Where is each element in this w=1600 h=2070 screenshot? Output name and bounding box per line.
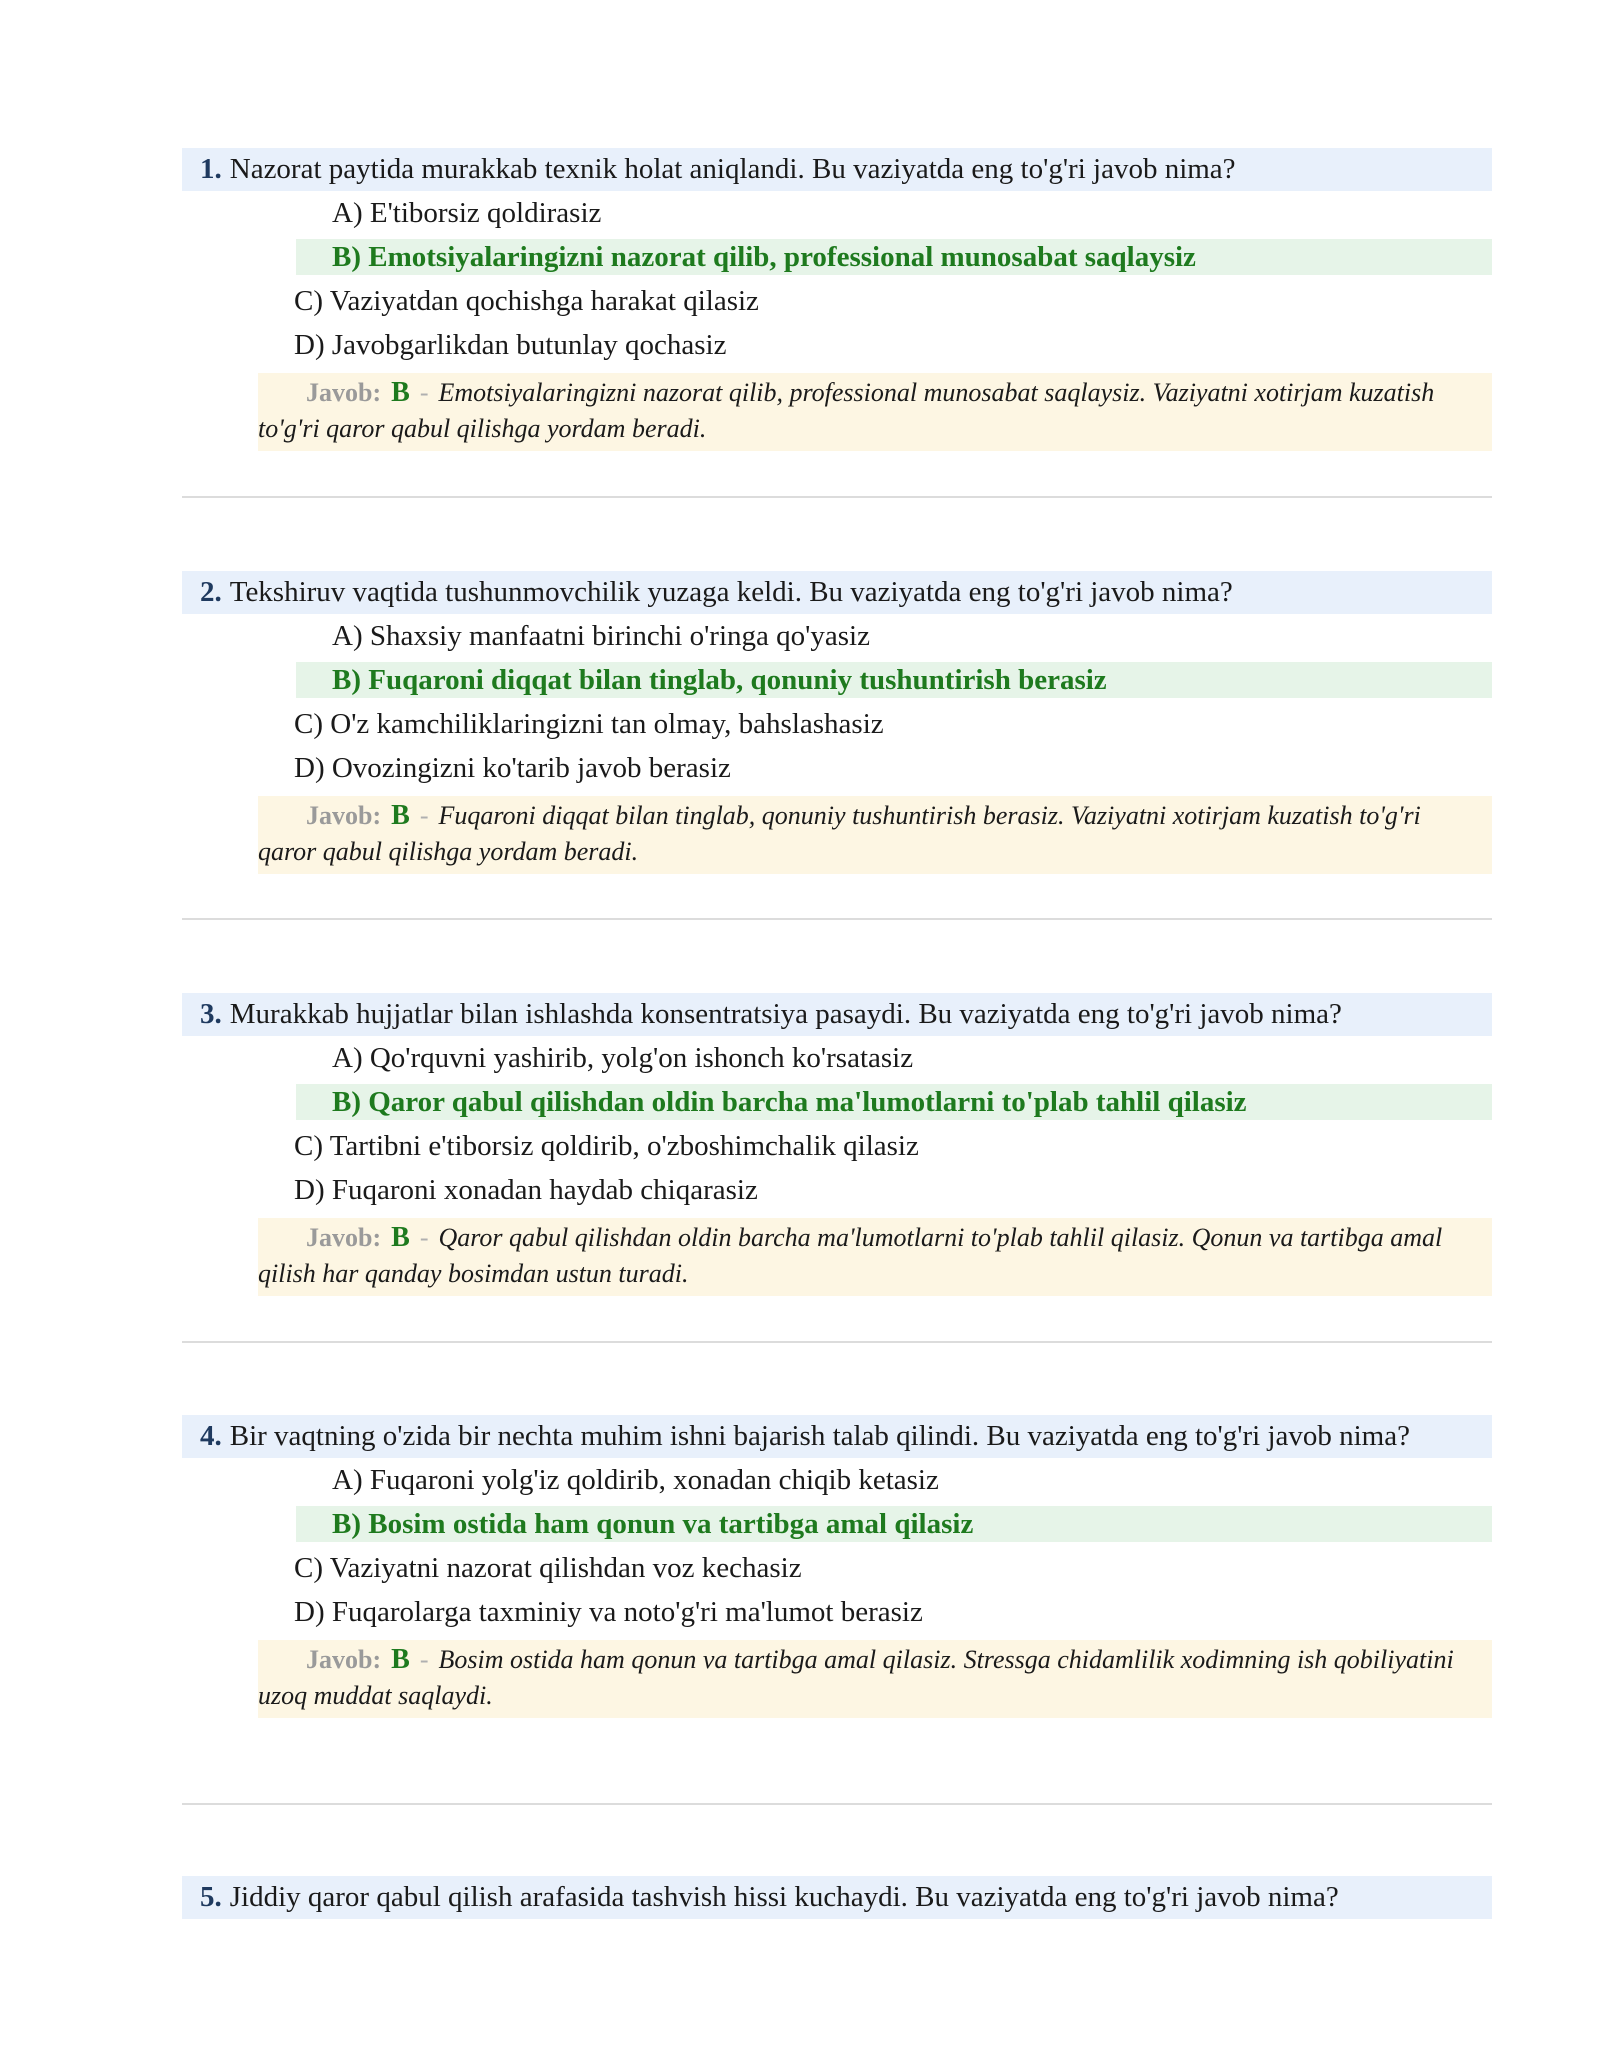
answer-box bbox=[258, 796, 1492, 874]
divider bbox=[182, 1803, 1492, 1805]
option-a: A) Qo'rquvni yashirib, yolg'on ishonch ko'rsatasiz bbox=[332, 1042, 914, 1074]
answer-explanation: Fuqaroni diqqat bilan tinglab, qonuniy tushuntirish berasiz. Vaziyatni xotirjam kuzatish to'g'ri qaror qabul qilishga yordam beradi. bbox=[258, 801, 1421, 866]
option-d: D) Javobgarlikdan butunlay qochasiz bbox=[294, 329, 727, 361]
answer-letter: B bbox=[391, 377, 410, 408]
option-c: C) Tartibni e'tiborsiz qoldirib, o'zboshimchalik qilasiz bbox=[294, 1130, 919, 1162]
question-number: 3. bbox=[200, 998, 222, 1030]
option-d: D) Fuqaroni xonadan haydab chiqarasiz bbox=[294, 1174, 758, 1206]
answer-dash: - bbox=[419, 1223, 429, 1252]
question-number: 4. bbox=[200, 1420, 222, 1452]
question-body: Nazorat paytida murakkab texnik holat aniqlandi. Bu vaziyatda eng to'g'ri javob nima? bbox=[229, 153, 1236, 185]
option-d: D) Fuqarolarga taxminiy va noto'g'ri ma'lumot berasiz bbox=[294, 1596, 923, 1628]
question-text-4 bbox=[182, 1415, 1492, 1458]
answer-dash: - bbox=[419, 1645, 429, 1674]
question-number: 1. bbox=[200, 153, 222, 185]
option-b-correct: B) Qaror qabul qilishdan oldin barcha ma'lumotlarni to'plab tahlil qilasiz bbox=[296, 1084, 1492, 1120]
option-a: A) E'tiborsiz qoldirasiz bbox=[332, 197, 602, 229]
answer-letter: B bbox=[391, 1222, 410, 1253]
answer-label: Javob: bbox=[306, 1223, 382, 1252]
question-number: 2. bbox=[200, 576, 222, 608]
question-text-5 bbox=[182, 1876, 1492, 1919]
answer-label: Javob: bbox=[306, 801, 382, 830]
answer-explanation: Emotsiyalaringizni nazorat qilib, professional munosabat saqlaysiz. Vaziyatni xotirjam kuzatish to'g'ri qaror qabul qilishga yordam beradi. bbox=[258, 378, 1435, 443]
answer-explanation: Qaror qabul qilishdan oldin barcha ma'lumotlarni to'plab tahlil qilasiz. Qonun va tartibga amal qilish har qanday bosimdan ustun turadi. bbox=[258, 1223, 1443, 1288]
answer-dash: - bbox=[419, 378, 429, 407]
question-block-5 bbox=[182, 1876, 1492, 1919]
question-block-4 bbox=[182, 1415, 1492, 1718]
question-text-2 bbox=[182, 571, 1492, 614]
question-body: Jiddiy qaror qabul qilish arafasida tashvish hissi kuchaydi. Bu vaziyatda eng to'g'ri javob nima? bbox=[229, 1881, 1339, 1913]
answer-box bbox=[258, 373, 1492, 451]
answer-box bbox=[258, 1218, 1492, 1296]
question-number: 5. bbox=[200, 1881, 222, 1913]
question-body: Murakkab hujjatlar bilan ishlashda konsentratsiya pasaydi. Bu vaziyatda eng to'g'ri javob nima? bbox=[229, 998, 1342, 1030]
question-text-3 bbox=[182, 993, 1492, 1036]
option-a: A) Fuqaroni yolg'iz qoldirib, xonadan chiqib ketasiz bbox=[332, 1464, 939, 1496]
question-block-3 bbox=[182, 993, 1492, 1296]
answer-letter: B bbox=[391, 1644, 410, 1675]
question-text-1 bbox=[182, 148, 1492, 191]
question-block-2 bbox=[182, 571, 1492, 874]
option-b-correct: B) Fuqaroni diqqat bilan tinglab, qonuniy tushuntirish berasiz bbox=[296, 662, 1492, 698]
answer-label: Javob: bbox=[306, 1645, 382, 1674]
option-c: C) Vaziyatdan qochishga harakat qilasiz bbox=[294, 285, 759, 317]
divider bbox=[182, 496, 1492, 498]
option-b-correct: B) Bosim ostida ham qonun va tartibga amal qilasiz bbox=[296, 1506, 1492, 1542]
option-c: C) Vaziyatni nazorat qilishdan voz kechasiz bbox=[294, 1552, 802, 1584]
option-d: D) Ovozingizni ko'tarib javob berasiz bbox=[294, 752, 731, 784]
option-c: C) O'z kamchiliklaringizni tan olmay, bahslashasiz bbox=[294, 708, 884, 740]
answer-dash: - bbox=[419, 801, 429, 830]
option-a: A) Shaxsiy manfaatni birinchi o'ringa qo'yasiz bbox=[332, 620, 870, 652]
question-block-1 bbox=[182, 148, 1492, 451]
option-b-correct: B) Emotsiyalaringizni nazorat qilib, professional munosabat saqlaysiz bbox=[296, 239, 1492, 275]
answer-box bbox=[258, 1640, 1492, 1718]
answer-explanation: Bosim ostida ham qonun va tartibga amal qilasiz. Stressga chidamlilik xodimning ish qobiliyatini uzoq muddat saqlaydi. bbox=[258, 1645, 1454, 1710]
answer-label: Javob: bbox=[306, 378, 382, 407]
answer-letter: B bbox=[391, 800, 410, 831]
question-body: Tekshiruv vaqtida tushunmovchilik yuzaga keldi. Bu vaziyatda eng to'g'ri javob nima? bbox=[229, 576, 1233, 608]
divider bbox=[182, 918, 1492, 920]
question-body: Bir vaqtning o'zida bir nechta muhim ishni bajarish talab qilindi. Bu vaziyatda eng to'g'ri javob nima? bbox=[229, 1420, 1410, 1452]
divider bbox=[182, 1341, 1492, 1343]
